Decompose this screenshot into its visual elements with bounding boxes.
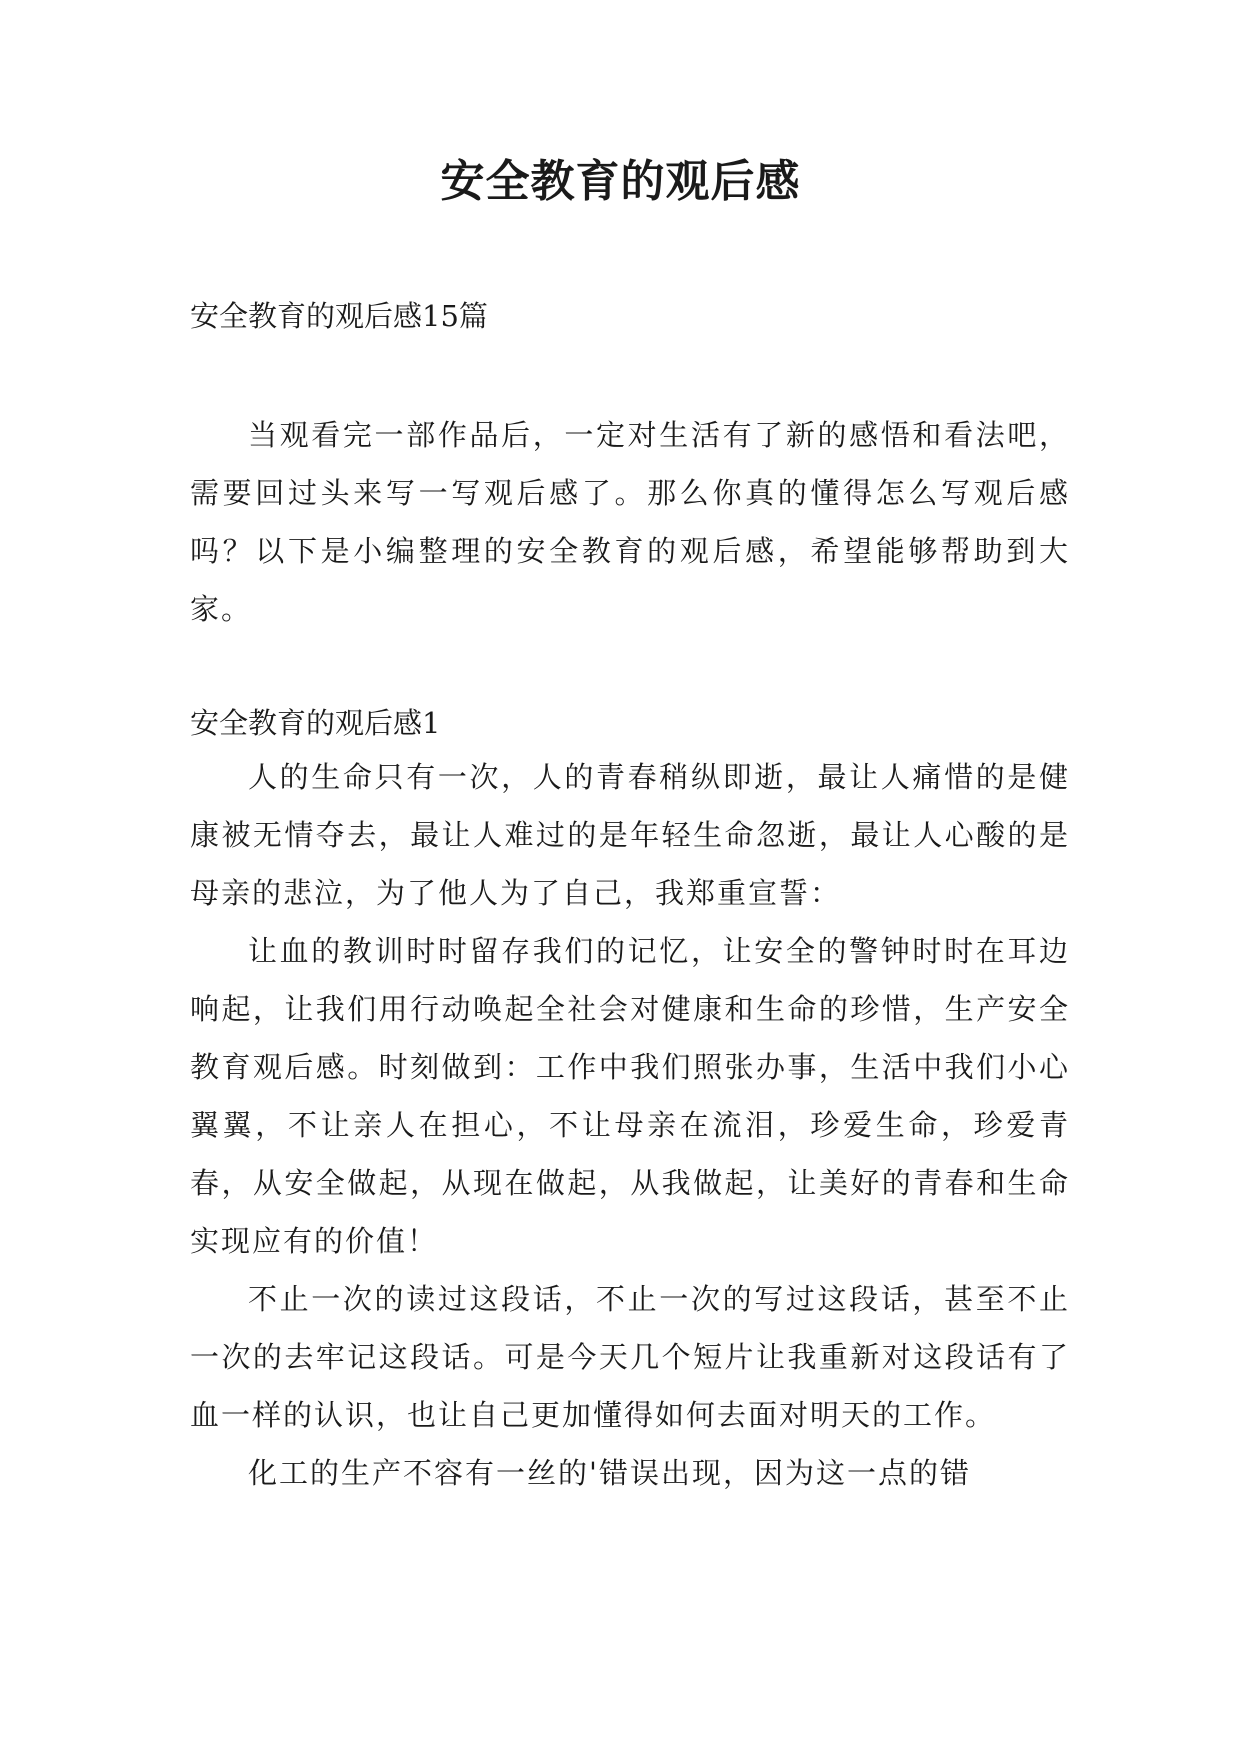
body-paragraph: 不止一次的读过这段话，不止一次的写过这段话，甚至不止一次的去牢记这段话。可是今天几个短片让我重新对这段话有了血一样的认识，也让自己更加懂得如何去面对明天的工作。 bbox=[190, 1282, 1070, 1432]
body-paragraph: 让血的教训时时留存我们的记忆，让安全的警钟时时在耳边响起，让我们用行动唤起全社会对健康和生命的珍惜，生产安全教育观后感。时刻做到：工作中我们照张办事，生活中我们小心翼翼，不让亲人在担心，不让母亲在流泪，珍爱生命，珍爱青春，从安全做起，从现在做起，从我做起，让美好的青春和生命实现应有的价值！ bbox=[190, 934, 1070, 1258]
intro-block bbox=[190, 406, 1070, 638]
document-title: 安全教育的观后感 bbox=[440, 156, 801, 207]
intro-paragraph: 当观看完一部作品后，一定对生活有了新的感悟和看法吧，需要回过头来写一写观后感了。那么你真的懂得怎么写观后感吗？以下是小编整理的安全教育的观后感，希望能够帮助到大家。 bbox=[190, 418, 1070, 626]
section-heading: 安全教育的观后感1 bbox=[190, 706, 441, 740]
section-body bbox=[190, 748, 1070, 1502]
body-paragraph: 化工的生产不容有一丝的'错误出现，因为这一点的错 bbox=[248, 1456, 971, 1490]
body-paragraph: 人的生命只有一次，人的青春稍纵即逝，最让人痛惜的是健康被无情夺去，最让人难过的是年轻生命忽逝，最让人心酸的是母亲的悲泣，为了他人为了自己，我郑重宣誓： bbox=[190, 760, 1070, 910]
document-subtitle: 安全教育的观后感15篇 bbox=[190, 299, 488, 333]
